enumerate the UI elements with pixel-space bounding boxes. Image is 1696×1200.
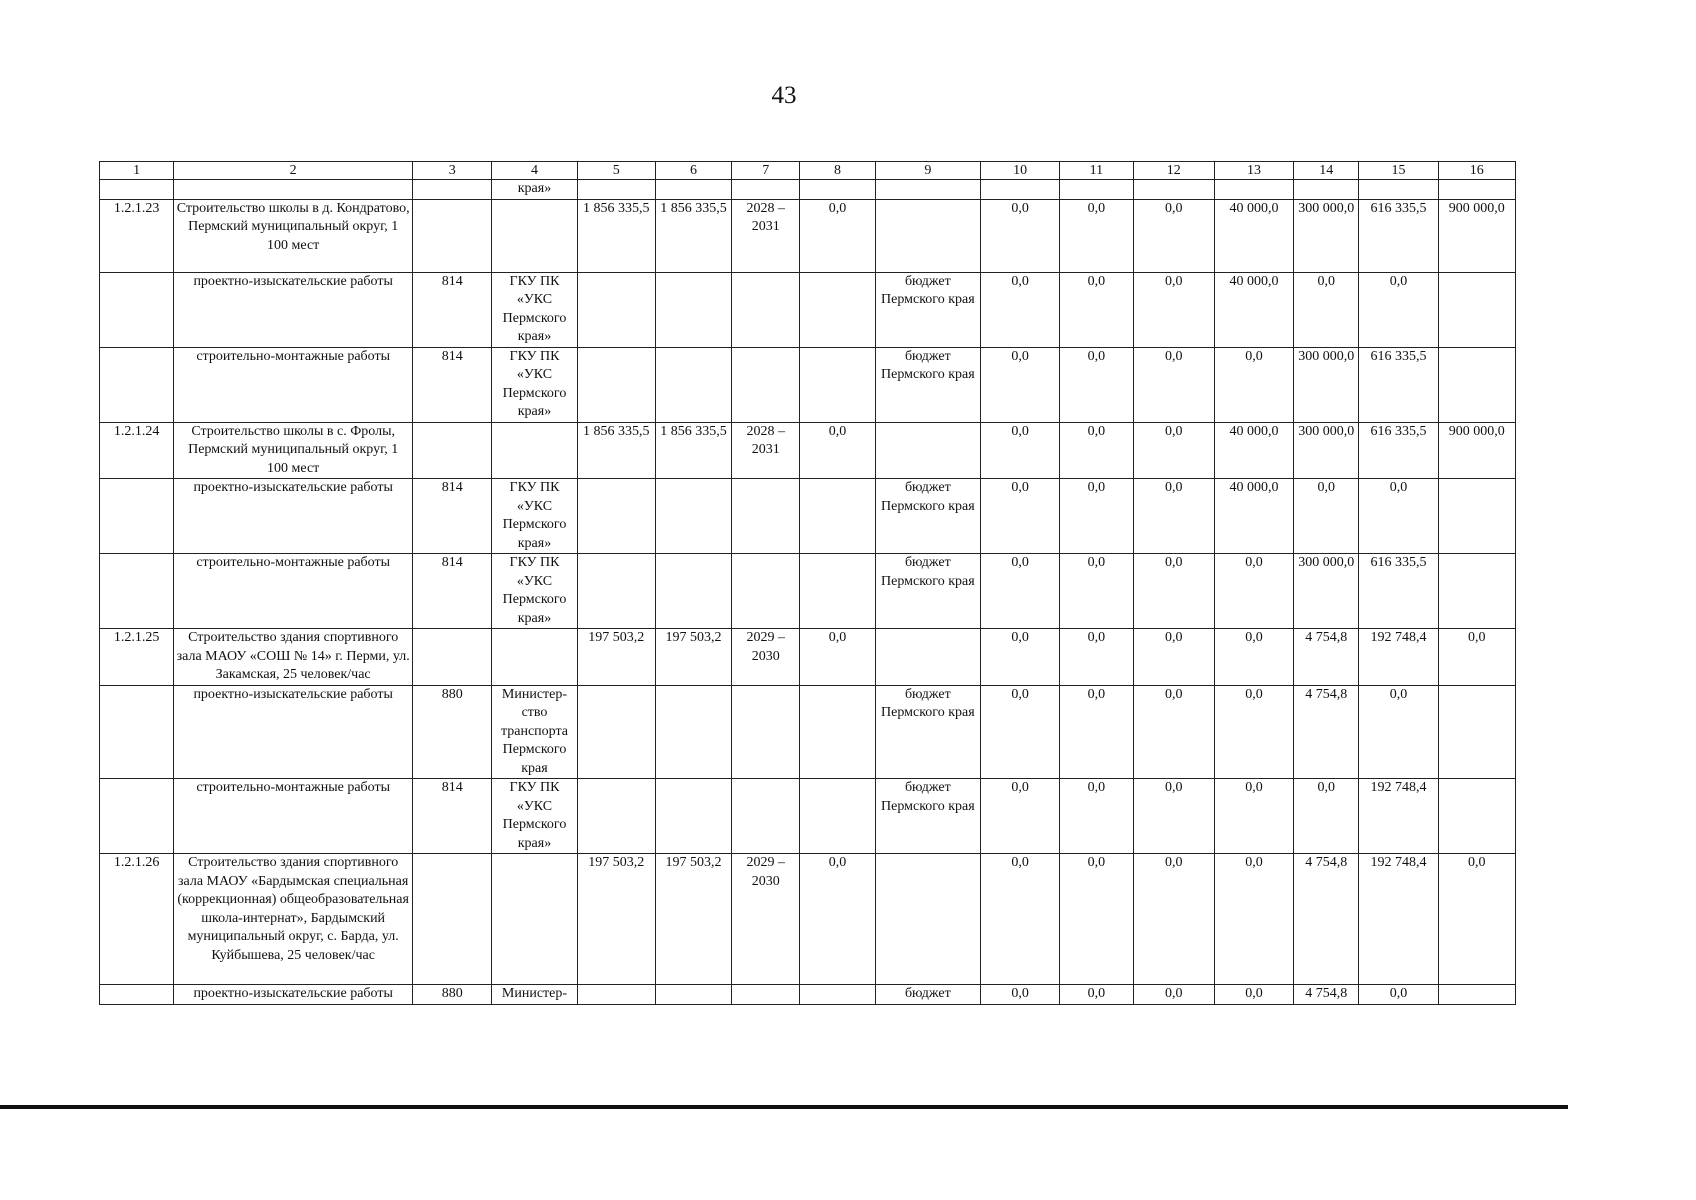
cell-remaining-cost: 197 503,2	[655, 854, 731, 985]
cell-number: 1.2.1.24	[100, 422, 174, 479]
cell-y2028: 0,0	[1294, 479, 1359, 554]
cell-y2030: 900 000,0	[1438, 199, 1515, 272]
cell-prior-funding	[800, 985, 875, 1005]
cell-y2029: 0,0	[1359, 479, 1438, 554]
column-number-cell: 12	[1133, 162, 1214, 180]
table-row-subitem	[100, 779, 1516, 854]
cell-prior-funding	[800, 779, 875, 854]
cell-prior-funding	[800, 685, 875, 779]
cell-y2030	[1438, 180, 1515, 200]
cell-period: 2028 – 2031	[732, 199, 800, 272]
cell-y2025: 0,0	[1060, 479, 1133, 554]
cell-source: бюджет Пермского края	[875, 347, 980, 422]
cell-estimate-cost	[577, 347, 655, 422]
cell-customer	[492, 629, 577, 686]
cell-y2027: 0,0	[1214, 779, 1293, 854]
cell-y2029: 616 335,5	[1359, 199, 1438, 272]
cell-y2029: 0,0	[1359, 685, 1438, 779]
cell-grbs	[413, 199, 492, 272]
cell-grbs: 880	[413, 685, 492, 779]
column-number-cell: 2	[174, 162, 413, 180]
cell-grbs: 814	[413, 779, 492, 854]
cell-prior-funding: 0,0	[800, 854, 875, 985]
cell-remaining-cost	[655, 985, 731, 1005]
table-row-subitem	[100, 554, 1516, 629]
cell-y2029: 192 748,4	[1359, 854, 1438, 985]
cell-source	[875, 854, 980, 985]
cell-source: бюджет Пермского края	[875, 554, 980, 629]
cell-name: строительно-монтажные работы	[174, 554, 413, 629]
cell-y2030	[1438, 479, 1515, 554]
cell-y2029: 192 748,4	[1359, 629, 1438, 686]
cell-y2030	[1438, 272, 1515, 347]
cell-y2027: 0,0	[1214, 554, 1293, 629]
cell-y2028: 300 000,0	[1294, 554, 1359, 629]
cell-number: 1.2.1.26	[100, 854, 174, 985]
cell-estimate-cost	[577, 985, 655, 1005]
cell-y2030	[1438, 554, 1515, 629]
cell-customer: ГКУ ПК «УКС Пермского края»	[492, 554, 577, 629]
cell-number	[100, 685, 174, 779]
cell-remaining-cost: 197 503,2	[655, 629, 731, 686]
cell-y2026: 0,0	[1133, 347, 1214, 422]
column-number-cell: 14	[1294, 162, 1359, 180]
table-row-subitem	[100, 272, 1516, 347]
cell-customer: ГКУ ПК «УКС Пермского края»	[492, 272, 577, 347]
column-number-cell: 16	[1438, 162, 1515, 180]
cell-prior-funding: 0,0	[800, 422, 875, 479]
cell-remaining-cost	[655, 180, 731, 200]
cell-y2027: 40 000,0	[1214, 272, 1293, 347]
cell-customer	[492, 854, 577, 985]
cell-source	[875, 180, 980, 200]
cell-y2026: 0,0	[1133, 554, 1214, 629]
cell-customer: ГКУ ПК «УКС Пермского края»	[492, 479, 577, 554]
cell-name: Строительство здания спортивного зала МАОУ «СОШ № 14» г. Перми, ул. Закамская, 25 человек/час	[174, 629, 413, 686]
cell-grbs: 880	[413, 985, 492, 1005]
program-table-body	[100, 162, 1516, 1005]
cell-y2024: 0,0	[981, 479, 1060, 554]
cell-y2028: 300 000,0	[1294, 422, 1359, 479]
cell-remaining-cost	[655, 554, 731, 629]
column-number-cell: 1	[100, 162, 174, 180]
cell-estimate-cost	[577, 685, 655, 779]
cell-y2026: 0,0	[1133, 479, 1214, 554]
cell-y2025: 0,0	[1060, 554, 1133, 629]
cell-source	[875, 629, 980, 686]
cell-grbs	[413, 854, 492, 985]
cell-y2025: 0,0	[1060, 629, 1133, 686]
table-row-subitem	[100, 985, 1516, 1005]
cell-estimate-cost	[577, 272, 655, 347]
cell-y2025: 0,0	[1060, 985, 1133, 1005]
cell-y2025: 0,0	[1060, 199, 1133, 272]
cell-y2025: 0,0	[1060, 347, 1133, 422]
cell-grbs: 814	[413, 347, 492, 422]
cell-y2027: 40 000,0	[1214, 199, 1293, 272]
cell-y2027: 0,0	[1214, 854, 1293, 985]
cell-y2024	[981, 180, 1060, 200]
cell-prior-funding	[800, 554, 875, 629]
cell-customer: Министер-ство транспорта Пермского края	[492, 685, 577, 779]
cell-y2024: 0,0	[981, 422, 1060, 479]
cell-y2028: 4 754,8	[1294, 985, 1359, 1005]
cell-estimate-cost	[577, 180, 655, 200]
cell-y2024: 0,0	[981, 272, 1060, 347]
cell-y2028: 0,0	[1294, 272, 1359, 347]
cell-grbs: 814	[413, 479, 492, 554]
cell-y2030	[1438, 779, 1515, 854]
cell-estimate-cost: 197 503,2	[577, 629, 655, 686]
cell-number	[100, 779, 174, 854]
cell-estimate-cost	[577, 479, 655, 554]
cell-remaining-cost	[655, 347, 731, 422]
cell-y2028: 4 754,8	[1294, 854, 1359, 985]
cell-y2030	[1438, 347, 1515, 422]
table-row-subitem	[100, 479, 1516, 554]
cell-y2030	[1438, 685, 1515, 779]
cell-name: строительно-монтажные работы	[174, 779, 413, 854]
table-row-continuation	[100, 180, 1516, 200]
cell-customer: ГКУ ПК «УКС Пермского края»	[492, 779, 577, 854]
cell-estimate-cost: 1 856 335,5	[577, 422, 655, 479]
cell-prior-funding	[800, 180, 875, 200]
cell-source: бюджет Пермского края	[875, 479, 980, 554]
cell-y2026: 0,0	[1133, 422, 1214, 479]
cell-y2028: 4 754,8	[1294, 629, 1359, 686]
cell-y2029: 616 335,5	[1359, 554, 1438, 629]
column-number-cell: 9	[875, 162, 980, 180]
column-number-cell: 6	[655, 162, 731, 180]
cell-remaining-cost	[655, 685, 731, 779]
cell-remaining-cost	[655, 272, 731, 347]
cell-grbs	[413, 180, 492, 200]
cell-y2024: 0,0	[981, 985, 1060, 1005]
cell-customer: Министер-	[492, 985, 577, 1005]
cell-y2026: 0,0	[1133, 685, 1214, 779]
cell-name: Строительство здания спортивного зала МАОУ «Бардымская специальная (коррекционная) общеобразовательная школа-интернат», Бардымский муниципальный округ, с. Барда, ул. Куйбышева, 25 человек/час	[174, 854, 413, 985]
column-number-cell: 8	[800, 162, 875, 180]
cell-prior-funding	[800, 479, 875, 554]
cell-number: 1.2.1.23	[100, 199, 174, 272]
cell-prior-funding	[800, 347, 875, 422]
cell-prior-funding: 0,0	[800, 199, 875, 272]
cell-y2025	[1060, 180, 1133, 200]
cell-y2027	[1214, 180, 1293, 200]
cell-prior-funding: 0,0	[800, 629, 875, 686]
cell-name: проектно-изыскательские работы	[174, 685, 413, 779]
cell-y2024: 0,0	[981, 779, 1060, 854]
cell-prior-funding	[800, 272, 875, 347]
cell-y2026: 0,0	[1133, 985, 1214, 1005]
cell-period: 2028 – 2031	[732, 422, 800, 479]
cell-y2029: 0,0	[1359, 985, 1438, 1005]
cell-y2027: 0,0	[1214, 985, 1293, 1005]
cell-y2026: 0,0	[1133, 199, 1214, 272]
cell-name: Строительство школы в с. Фролы, Пермский муниципальный округ, 1 100 мест	[174, 422, 413, 479]
cell-y2026: 0,0	[1133, 272, 1214, 347]
cell-name	[174, 180, 413, 200]
cell-y2028: 300 000,0	[1294, 347, 1359, 422]
program-table	[99, 161, 1516, 1005]
cell-y2029: 616 335,5	[1359, 422, 1438, 479]
column-number-cell: 4	[492, 162, 577, 180]
cell-y2030	[1438, 985, 1515, 1005]
cell-number	[100, 479, 174, 554]
cell-name: строительно-монтажные работы	[174, 347, 413, 422]
cell-source: бюджет Пермского края	[875, 272, 980, 347]
cell-customer: края»	[492, 180, 577, 200]
cell-y2025: 0,0	[1060, 422, 1133, 479]
cell-grbs: 814	[413, 272, 492, 347]
column-number-cell: 15	[1359, 162, 1438, 180]
column-number-row	[100, 162, 1516, 180]
table-row-object	[100, 854, 1516, 985]
cell-period	[732, 985, 800, 1005]
cell-customer	[492, 422, 577, 479]
cell-period	[732, 554, 800, 629]
cell-name: проектно-изыскательские работы	[174, 272, 413, 347]
table-row-object	[100, 422, 1516, 479]
cell-number: 1.2.1.25	[100, 629, 174, 686]
cell-y2029	[1359, 180, 1438, 200]
cell-source: бюджет Пермского края	[875, 685, 980, 779]
cell-period	[732, 685, 800, 779]
cell-y2027: 40 000,0	[1214, 422, 1293, 479]
cell-y2026: 0,0	[1133, 629, 1214, 686]
cell-y2030: 0,0	[1438, 854, 1515, 985]
cell-estimate-cost: 197 503,2	[577, 854, 655, 985]
cell-y2024: 0,0	[981, 629, 1060, 686]
cell-name: проектно-изыскательские работы	[174, 985, 413, 1005]
cell-estimate-cost	[577, 779, 655, 854]
cell-period	[732, 347, 800, 422]
cell-period	[732, 180, 800, 200]
cell-y2027: 40 000,0	[1214, 479, 1293, 554]
cell-y2024: 0,0	[981, 554, 1060, 629]
cell-number	[100, 554, 174, 629]
cell-y2025: 0,0	[1060, 272, 1133, 347]
cell-remaining-cost	[655, 779, 731, 854]
cell-y2027: 0,0	[1214, 629, 1293, 686]
cell-y2025: 0,0	[1060, 685, 1133, 779]
cell-y2024: 0,0	[981, 685, 1060, 779]
cell-estimate-cost: 1 856 335,5	[577, 199, 655, 272]
column-number-cell: 10	[981, 162, 1060, 180]
cell-customer	[492, 199, 577, 272]
cell-y2026: 0,0	[1133, 779, 1214, 854]
cell-y2028	[1294, 180, 1359, 200]
cell-remaining-cost: 1 856 335,5	[655, 422, 731, 479]
cell-number	[100, 985, 174, 1005]
page-number: 43	[771, 82, 797, 109]
cell-source: бюджет Пермского края	[875, 779, 980, 854]
cell-y2028: 4 754,8	[1294, 685, 1359, 779]
cell-number	[100, 272, 174, 347]
cell-y2027: 0,0	[1214, 685, 1293, 779]
cell-source	[875, 199, 980, 272]
column-number-cell: 7	[732, 162, 800, 180]
column-number-cell: 11	[1060, 162, 1133, 180]
cell-period	[732, 479, 800, 554]
cell-period: 2029 – 2030	[732, 629, 800, 686]
cell-y2026: 0,0	[1133, 854, 1214, 985]
cell-y2027: 0,0	[1214, 347, 1293, 422]
cell-source: бюджет	[875, 985, 980, 1005]
cell-y2029: 616 335,5	[1359, 347, 1438, 422]
cell-period	[732, 272, 800, 347]
cell-number	[100, 347, 174, 422]
cell-source	[875, 422, 980, 479]
cell-name: проектно-изыскательские работы	[174, 479, 413, 554]
table-row-subitem	[100, 347, 1516, 422]
cell-period: 2029 – 2030	[732, 854, 800, 985]
column-number-cell: 3	[413, 162, 492, 180]
column-number-cell: 5	[577, 162, 655, 180]
cell-y2029: 192 748,4	[1359, 779, 1438, 854]
cell-remaining-cost	[655, 479, 731, 554]
cell-y2030: 0,0	[1438, 629, 1515, 686]
cell-y2024: 0,0	[981, 854, 1060, 985]
cell-y2025: 0,0	[1060, 779, 1133, 854]
cell-name: Строительство школы в д. Кондратово, Пермский муниципальный округ, 1 100 мест	[174, 199, 413, 272]
scan-edge	[0, 1105, 1568, 1109]
column-number-cell: 13	[1214, 162, 1293, 180]
cell-y2029: 0,0	[1359, 272, 1438, 347]
cell-grbs	[413, 422, 492, 479]
cell-grbs: 814	[413, 554, 492, 629]
cell-y2026	[1133, 180, 1214, 200]
cell-grbs	[413, 629, 492, 686]
cell-number	[100, 180, 174, 200]
table-row-subitem	[100, 685, 1516, 779]
cell-y2025: 0,0	[1060, 854, 1133, 985]
cell-remaining-cost: 1 856 335,5	[655, 199, 731, 272]
table-row-object	[100, 629, 1516, 686]
table-row-object	[100, 199, 1516, 272]
cell-y2028: 300 000,0	[1294, 199, 1359, 272]
cell-estimate-cost	[577, 554, 655, 629]
cell-y2024: 0,0	[981, 347, 1060, 422]
program-table-container	[99, 161, 1516, 1005]
cell-y2030: 900 000,0	[1438, 422, 1515, 479]
cell-customer: ГКУ ПК «УКС Пермского края»	[492, 347, 577, 422]
cell-period	[732, 779, 800, 854]
cell-y2028: 0,0	[1294, 779, 1359, 854]
cell-y2024: 0,0	[981, 199, 1060, 272]
